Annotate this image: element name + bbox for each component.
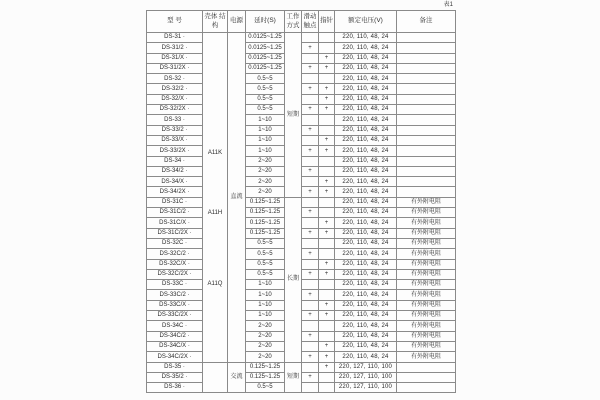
cell-model: DS-34C/2 · <box>147 331 203 341</box>
table-row <box>147 33 456 43</box>
cell-pointer <box>319 115 335 125</box>
cell-pointer <box>319 33 335 43</box>
cell-remark <box>397 146 456 156</box>
cell-voltage: 220, 110, 48, 24 <box>335 43 397 53</box>
cell-delay: 0.0125~1.25 <box>246 53 285 63</box>
cell-delay: 1~10 <box>246 135 285 145</box>
table-row <box>147 74 456 84</box>
cell-pointer <box>319 249 335 259</box>
cell-voltage: 220, 110, 48, 24 <box>335 259 397 269</box>
cell-pointer <box>319 372 335 382</box>
cell-delay: 1~10 <box>246 125 285 135</box>
cell-voltage: 220, 110, 48, 24 <box>335 94 397 104</box>
column-header-shell-structure: 壳体 结构 <box>203 11 228 33</box>
table-row <box>147 125 456 135</box>
cell-model: DS-33/2X · <box>147 146 203 156</box>
shell-type-label: A11H <box>207 210 223 217</box>
cell-sliding-contact <box>302 321 319 331</box>
cell-model: DS-33 · <box>147 115 203 125</box>
cell-sliding-contact <box>302 341 319 351</box>
cell-pointer: + <box>319 94 335 104</box>
table-row <box>147 321 456 331</box>
cell-pointer <box>319 125 335 135</box>
column-header-remark: 备注 <box>397 11 456 33</box>
cell-voltage: 220, 110, 48, 24 <box>335 352 397 362</box>
cell-delay: 0.0125~1.25 <box>246 33 285 43</box>
cell-remark <box>397 115 456 125</box>
cell-sliding-contact: + <box>302 166 319 176</box>
cell-voltage: 220, 110, 48, 24 <box>335 228 397 238</box>
table-row <box>147 135 456 145</box>
cell-delay: 2~20 <box>246 341 285 351</box>
cell-model: DS-34C/2X · <box>147 352 203 362</box>
cell-voltage: 220, 110, 48, 24 <box>335 311 397 321</box>
cell-remark: 有外附电阻 <box>397 269 456 279</box>
cell-sliding-contact: + <box>302 84 319 94</box>
cell-delay: 0.5~5 <box>246 249 285 259</box>
cell-voltage: 220, 110, 48, 24 <box>335 177 397 187</box>
cell-delay: 0.125~1.25 <box>246 372 285 382</box>
cell-sliding-contact <box>302 280 319 290</box>
column-header-delay: 延时(S) <box>246 11 285 33</box>
cell-model: DS-34 · <box>147 156 203 166</box>
spec-sheet <box>146 2 455 393</box>
table-row <box>147 259 456 269</box>
cell-voltage: 220, 110, 48, 24 <box>335 208 397 218</box>
cell-remark <box>397 177 456 187</box>
cell-pointer <box>319 280 335 290</box>
cell-voltage: 220, 110, 48, 24 <box>335 341 397 351</box>
cell-voltage: 220, 110, 48, 24 <box>335 125 397 135</box>
cell-sliding-contact: + <box>302 146 319 156</box>
cell-voltage: 220, 110, 48, 24 <box>335 238 397 248</box>
shell-type-label: A11Q <box>207 281 223 288</box>
cell-model: DS-32/2X · <box>147 105 203 115</box>
cell-delay: 1~10 <box>246 115 285 125</box>
cell-delay: 1~10 <box>246 280 285 290</box>
table-row <box>147 372 456 382</box>
cell-voltage: 220, 110, 48, 24 <box>335 156 397 166</box>
cell-remark <box>397 33 456 43</box>
cell-pointer: + <box>319 269 335 279</box>
cell-remark <box>397 125 456 135</box>
cell-pointer: + <box>319 177 335 187</box>
cell-voltage: 220, 110, 48, 24 <box>335 63 397 73</box>
table-row <box>147 249 456 259</box>
table-row <box>147 63 456 73</box>
table-row <box>147 166 456 176</box>
cell-voltage: 220, 110, 48, 24 <box>335 105 397 115</box>
cell-delay: 2~20 <box>246 177 285 187</box>
cell-remark <box>397 94 456 104</box>
table-row <box>147 94 456 104</box>
cell-pointer <box>319 197 335 207</box>
cell-remark: 有外附电阻 <box>397 352 456 362</box>
cell-shell-structure <box>203 33 228 363</box>
cell-model: DS-34/2 · <box>147 166 203 176</box>
column-header-sliding-contact: 滑动 触点 <box>302 11 319 33</box>
cell-sliding-contact: + <box>302 187 319 197</box>
table-row <box>147 43 456 53</box>
cell-remark: 有外附电阻 <box>397 218 456 228</box>
column-header-work-mode: 工作 方式 <box>285 11 302 33</box>
cell-sliding-contact: + <box>302 43 319 53</box>
cell-model: DS-31C · <box>147 197 203 207</box>
cell-remark: 有外附电阻 <box>397 259 456 269</box>
cell-model: DS-32C · <box>147 238 203 248</box>
cell-power: 直流 <box>228 33 246 363</box>
cell-remark <box>397 43 456 53</box>
cell-model: DS-34C/X · <box>147 341 203 351</box>
cell-voltage: 220, 110, 48, 24 <box>335 290 397 300</box>
table-row <box>147 290 456 300</box>
cell-model: DS-32C/2X · <box>147 269 203 279</box>
cell-model: DS-32/X · <box>147 94 203 104</box>
table-row <box>147 187 456 197</box>
cell-delay: 0.5~5 <box>246 269 285 279</box>
table-row <box>147 300 456 310</box>
cell-delay: 0.5~5 <box>246 105 285 115</box>
cell-remark: 有外附电阻 <box>397 238 456 248</box>
cell-model: DS-33C/X · <box>147 300 203 310</box>
cell-pointer <box>319 383 335 393</box>
table-row <box>147 146 456 156</box>
cell-voltage: 220, 110, 48, 24 <box>335 249 397 259</box>
cell-remark: 有外附电阻 <box>397 290 456 300</box>
cell-model: DS-32C/X · <box>147 259 203 269</box>
cell-sliding-contact: + <box>302 249 319 259</box>
table-row <box>147 197 456 207</box>
cell-remark <box>397 74 456 84</box>
cell-model: DS-31/X · <box>147 53 203 63</box>
cell-remark <box>397 156 456 166</box>
cell-delay: 0.0125~1.25 <box>246 43 285 53</box>
cell-sliding-contact: + <box>302 331 319 341</box>
cell-model: DS-34C · <box>147 321 203 331</box>
cell-sliding-contact: + <box>302 352 319 362</box>
cell-sliding-contact <box>302 238 319 248</box>
cell-sliding-contact: + <box>302 269 319 279</box>
table-row <box>147 331 456 341</box>
table-row <box>147 352 456 362</box>
cell-sliding-contact <box>302 94 319 104</box>
cell-delay: 2~20 <box>246 156 285 166</box>
cell-voltage: 220, 110, 48, 24 <box>335 269 397 279</box>
cell-pointer <box>319 166 335 176</box>
cell-voltage: 220, 110, 48, 24 <box>335 33 397 43</box>
cell-delay: 0.5~5 <box>246 84 285 94</box>
cell-voltage: 220, 110, 48, 24 <box>335 187 397 197</box>
cell-delay: 2~20 <box>246 331 285 341</box>
cell-remark <box>397 372 456 382</box>
table-row <box>147 341 456 351</box>
cell-sliding-contact <box>302 259 319 269</box>
cell-voltage: 220, 110, 48, 24 <box>335 197 397 207</box>
cell-shell-structure <box>203 362 228 393</box>
cell-pointer: + <box>319 228 335 238</box>
cell-pointer <box>319 43 335 53</box>
cell-remark: 有外附电阻 <box>397 321 456 331</box>
shell-type-label: A11K <box>207 150 223 157</box>
cell-pointer: + <box>319 187 335 197</box>
cell-sliding-contact <box>302 115 319 125</box>
cell-delay: 1~10 <box>246 300 285 310</box>
cell-model: DS-31/2 · <box>147 43 203 53</box>
cell-pointer: + <box>319 300 335 310</box>
table-row <box>147 156 456 166</box>
cell-delay: 0.125~1.25 <box>246 197 285 207</box>
cell-sliding-contact <box>302 177 319 187</box>
cell-pointer <box>319 74 335 84</box>
cell-voltage: 220, 110, 48, 24 <box>335 300 397 310</box>
cell-remark <box>397 105 456 115</box>
column-header-model: 型 号 <box>147 11 203 33</box>
cell-sliding-contact: + <box>302 125 319 135</box>
cell-pointer <box>319 238 335 248</box>
cell-remark <box>397 383 456 393</box>
cell-remark <box>397 135 456 145</box>
cell-delay: 0.5~5 <box>246 259 285 269</box>
cell-remark: 有外附电阻 <box>397 228 456 238</box>
cell-model: DS-34/X · <box>147 177 203 187</box>
cell-pointer <box>319 321 335 331</box>
cell-model: DS-33C/2 · <box>147 290 203 300</box>
table-row <box>147 177 456 187</box>
cell-remark: 有外附电阻 <box>397 249 456 259</box>
cell-remark: 有外附电阻 <box>397 311 456 321</box>
cell-pointer: + <box>319 53 335 63</box>
cell-remark <box>397 63 456 73</box>
cell-delay: 0.125~1.25 <box>246 218 285 228</box>
cell-pointer: + <box>319 352 335 362</box>
cell-remark: 有外附电阻 <box>397 208 456 218</box>
column-header-voltage: 额定电压(V) <box>335 11 397 33</box>
cell-pointer: + <box>319 63 335 73</box>
cell-remark: 有外附电阻 <box>397 341 456 351</box>
cell-model: DS-31C/2 · <box>147 208 203 218</box>
cell-sliding-contact <box>302 33 319 43</box>
table-row <box>147 53 456 63</box>
cell-model: DS-33C/2X · <box>147 311 203 321</box>
cell-model: DS-31C/2X · <box>147 228 203 238</box>
cell-remark <box>397 166 456 176</box>
cell-remark: 有外附电阻 <box>397 197 456 207</box>
cell-pointer: + <box>319 146 335 156</box>
cell-delay: 0.0125~1.25 <box>246 63 285 73</box>
cell-model: DS-33C · <box>147 280 203 290</box>
table-row <box>147 115 456 125</box>
cell-sliding-contact <box>302 218 319 228</box>
cell-power: 交流 <box>228 362 246 393</box>
table-row <box>147 228 456 238</box>
spec-table <box>146 10 456 393</box>
cell-sliding-contact: + <box>302 372 319 382</box>
table-row <box>147 238 456 248</box>
cell-voltage: 220, 110, 48, 24 <box>335 321 397 331</box>
cell-voltage: 220, 110, 48, 24 <box>335 166 397 176</box>
cell-voltage: 220, 110, 48, 24 <box>335 84 397 94</box>
cell-pointer: + <box>319 218 335 228</box>
cell-model: DS-34/2X · <box>147 187 203 197</box>
cell-voltage: 220, 127, 110, 100 <box>335 362 397 372</box>
cell-sliding-contact: + <box>302 290 319 300</box>
cell-sliding-contact <box>302 53 319 63</box>
table-row <box>147 84 456 94</box>
cell-work-mode: 短期 <box>285 362 302 393</box>
cell-sliding-contact <box>302 300 319 310</box>
table-row <box>147 105 456 115</box>
cell-delay: 2~20 <box>246 321 285 331</box>
cell-sliding-contact <box>302 362 319 372</box>
cell-sliding-contact <box>302 135 319 145</box>
table-row <box>147 280 456 290</box>
cell-sliding-contact: + <box>302 105 319 115</box>
cell-model: DS-31C/X · <box>147 218 203 228</box>
cell-remark: 有外附电阻 <box>397 331 456 341</box>
cell-delay: 0.125~1.25 <box>246 208 285 218</box>
cell-sliding-contact <box>302 74 319 84</box>
table-row <box>147 218 456 228</box>
cell-model: DS-35/2 · <box>147 372 203 382</box>
cell-work-mode: 短期 <box>285 33 302 198</box>
cell-voltage: 220, 110, 48, 24 <box>335 53 397 63</box>
cell-delay: 0.125~1.25 <box>246 362 285 372</box>
cell-model: DS-33/2 · <box>147 125 203 135</box>
cell-voltage: 220, 110, 48, 24 <box>335 280 397 290</box>
cell-work-mode: 长期 <box>285 197 302 362</box>
table-row <box>147 311 456 321</box>
cell-remark <box>397 362 456 372</box>
cell-sliding-contact <box>302 197 319 207</box>
table-body <box>147 33 456 393</box>
cell-voltage: 220, 127, 110, 100 <box>335 383 397 393</box>
cell-model: DS-32 · <box>147 74 203 84</box>
column-header-power: 电源 <box>228 11 246 33</box>
cell-remark: 有外附电阻 <box>397 300 456 310</box>
cell-voltage: 220, 127, 110, 100 <box>335 372 397 382</box>
cell-delay: 0.5~5 <box>246 238 285 248</box>
cell-model: DS-36 · <box>147 383 203 393</box>
cell-voltage: 220, 110, 48, 24 <box>335 74 397 84</box>
cell-model: DS-31 · <box>147 33 203 43</box>
cell-sliding-contact <box>302 156 319 166</box>
cell-delay: 1~10 <box>246 146 285 156</box>
cell-delay: 2~20 <box>246 187 285 197</box>
cell-remark <box>397 84 456 94</box>
cell-delay: 2~20 <box>246 166 285 176</box>
cell-voltage: 220, 110, 48, 24 <box>335 135 397 145</box>
cell-delay: 0.5~5 <box>246 383 285 393</box>
cell-pointer <box>319 290 335 300</box>
table-row <box>147 269 456 279</box>
cell-pointer: + <box>319 105 335 115</box>
cell-delay: 0.125~1.25 <box>246 228 285 238</box>
cell-voltage: 220, 110, 48, 24 <box>335 115 397 125</box>
cell-remark: 有外附电阻 <box>397 280 456 290</box>
cell-pointer: + <box>319 362 335 372</box>
cell-pointer: + <box>319 341 335 351</box>
cell-pointer: + <box>319 311 335 321</box>
table-caption: 表1 <box>443 2 453 8</box>
cell-remark <box>397 53 456 63</box>
cell-delay: 0.5~5 <box>246 94 285 104</box>
header-row <box>147 11 456 33</box>
column-header-pointer: 指针 <box>319 11 335 33</box>
cell-sliding-contact: + <box>302 208 319 218</box>
cell-pointer <box>319 208 335 218</box>
cell-remark <box>397 187 456 197</box>
cell-voltage: 220, 110, 48, 24 <box>335 218 397 228</box>
cell-pointer <box>319 331 335 341</box>
cell-model: DS-31/2X · <box>147 63 203 73</box>
cell-sliding-contact <box>302 383 319 393</box>
cell-voltage: 220, 110, 48, 24 <box>335 146 397 156</box>
cell-model: DS-35 · <box>147 362 203 372</box>
cell-pointer <box>319 156 335 166</box>
cell-sliding-contact: + <box>302 63 319 73</box>
table-row <box>147 383 456 393</box>
cell-model: DS-33/X · <box>147 135 203 145</box>
cell-model: DS-32/2 · <box>147 84 203 94</box>
cell-model: DS-32C/2 · <box>147 249 203 259</box>
cell-sliding-contact: + <box>302 311 319 321</box>
cell-delay: 0.5~5 <box>246 74 285 84</box>
cell-delay: 2~20 <box>246 352 285 362</box>
cell-delay: 1~10 <box>246 311 285 321</box>
cell-sliding-contact: + <box>302 228 319 238</box>
table-header <box>147 11 456 33</box>
cell-pointer: + <box>319 259 335 269</box>
cell-pointer: + <box>319 84 335 94</box>
cell-delay: 1~10 <box>246 290 285 300</box>
cell-voltage: 220, 110, 48, 24 <box>335 331 397 341</box>
table-row <box>147 362 456 372</box>
table-row <box>147 208 456 218</box>
cell-pointer: + <box>319 135 335 145</box>
